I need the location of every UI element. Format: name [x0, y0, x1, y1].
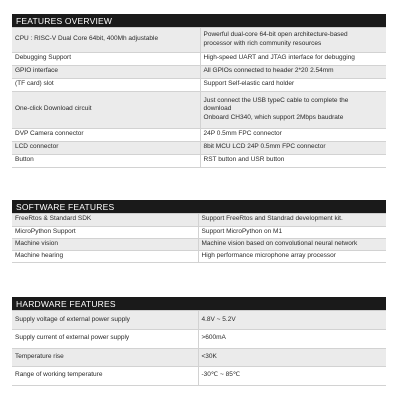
feature-label: LCD connector	[12, 141, 200, 154]
description-line: Support Self-elastic card holder	[203, 80, 295, 88]
feature-label: GPIO interface	[12, 65, 200, 78]
feature-label: Machine hearing	[12, 250, 198, 262]
table-row	[12, 91, 386, 128]
software-features-section	[12, 200, 386, 263]
feature-description: High performance microphone array processor	[198, 250, 386, 262]
feature-label: Debugging Support	[12, 52, 200, 65]
hardware-features-section	[12, 297, 386, 386]
feature-label: Supply current of external power supply	[12, 330, 198, 349]
feature-description	[200, 91, 386, 128]
feature-label: Machine vision	[12, 238, 198, 250]
table-row	[12, 28, 386, 52]
features-overview-heading: FEATURES OVERVIEW	[12, 14, 386, 28]
description-line: 24P 0.5mm FPC connector	[203, 130, 282, 138]
feature-value: 4.8V ~ 5.2V	[198, 311, 386, 330]
feature-description: Support MicroPython on M1	[198, 226, 386, 238]
description-line: High-speed UART and JTAG interface for debugging	[203, 54, 355, 62]
feature-description	[200, 65, 386, 78]
feature-value: -30℃ ~ 85℃	[198, 367, 386, 386]
table-row	[12, 330, 386, 349]
feature-label: MicroPython Support	[12, 226, 198, 238]
software-features-heading: SOFTWARE FEATURES	[12, 200, 386, 214]
feature-label: (TF card) slot	[12, 78, 200, 91]
feature-description	[200, 128, 386, 141]
feature-label: DVP Camera connector	[12, 128, 200, 141]
feature-label: Supply voltage of external power supply	[12, 311, 198, 330]
description-line: Onboard CH340, which support 2Mbps baudrate	[203, 113, 344, 121]
feature-label: CPU : RISC-V Dual Core 64bit, 400Mh adjustable	[12, 28, 200, 52]
features-overview-section	[12, 14, 386, 168]
feature-label: FreeRtos & Standard SDK	[12, 214, 198, 226]
table-row	[12, 238, 386, 250]
description-line: download	[203, 105, 232, 113]
table-row	[12, 348, 386, 367]
table-row	[12, 250, 386, 262]
table-row	[12, 214, 386, 226]
feature-label: Range of working temperature	[12, 367, 198, 386]
table-row	[12, 141, 386, 154]
table-row	[12, 65, 386, 78]
table-row	[12, 226, 386, 238]
description-line: Powerful dual-core 64-bit open architecture-based	[203, 31, 348, 39]
table-row	[12, 52, 386, 65]
feature-value: <30K	[198, 348, 386, 367]
table-row	[12, 128, 386, 141]
feature-description	[200, 154, 386, 167]
hardware-features-heading: HARDWARE FEATURES	[12, 297, 386, 311]
software-features-table	[12, 214, 386, 263]
description-line: processor with rich community resources	[203, 39, 322, 47]
feature-description: Machine vision based on convolutional neural network	[198, 238, 386, 250]
feature-description	[200, 52, 386, 65]
description-line: Just connect the USB typeC cable to complete the	[203, 96, 349, 104]
description-line: 8bit MCU LCD 24P 0.5mm FPC connector	[203, 143, 326, 151]
hardware-features-table	[12, 311, 386, 386]
table-row	[12, 78, 386, 91]
feature-description	[200, 28, 386, 52]
feature-description: Support FreeRtos and Standrad development kit.	[198, 214, 386, 226]
feature-description	[200, 141, 386, 154]
features-overview-table	[12, 28, 386, 168]
description-line: RST button and USR button	[203, 156, 285, 164]
feature-description	[200, 78, 386, 91]
feature-label: Temperature rise	[12, 348, 198, 367]
description-line: All GPIOs connected to header 2*20 2.54mm	[203, 67, 334, 75]
feature-label: Button	[12, 154, 200, 167]
feature-label: One-click Download circuit	[12, 91, 200, 128]
table-row	[12, 154, 386, 167]
table-row	[12, 311, 386, 330]
feature-value: >600mA	[198, 330, 386, 349]
table-row	[12, 367, 386, 386]
